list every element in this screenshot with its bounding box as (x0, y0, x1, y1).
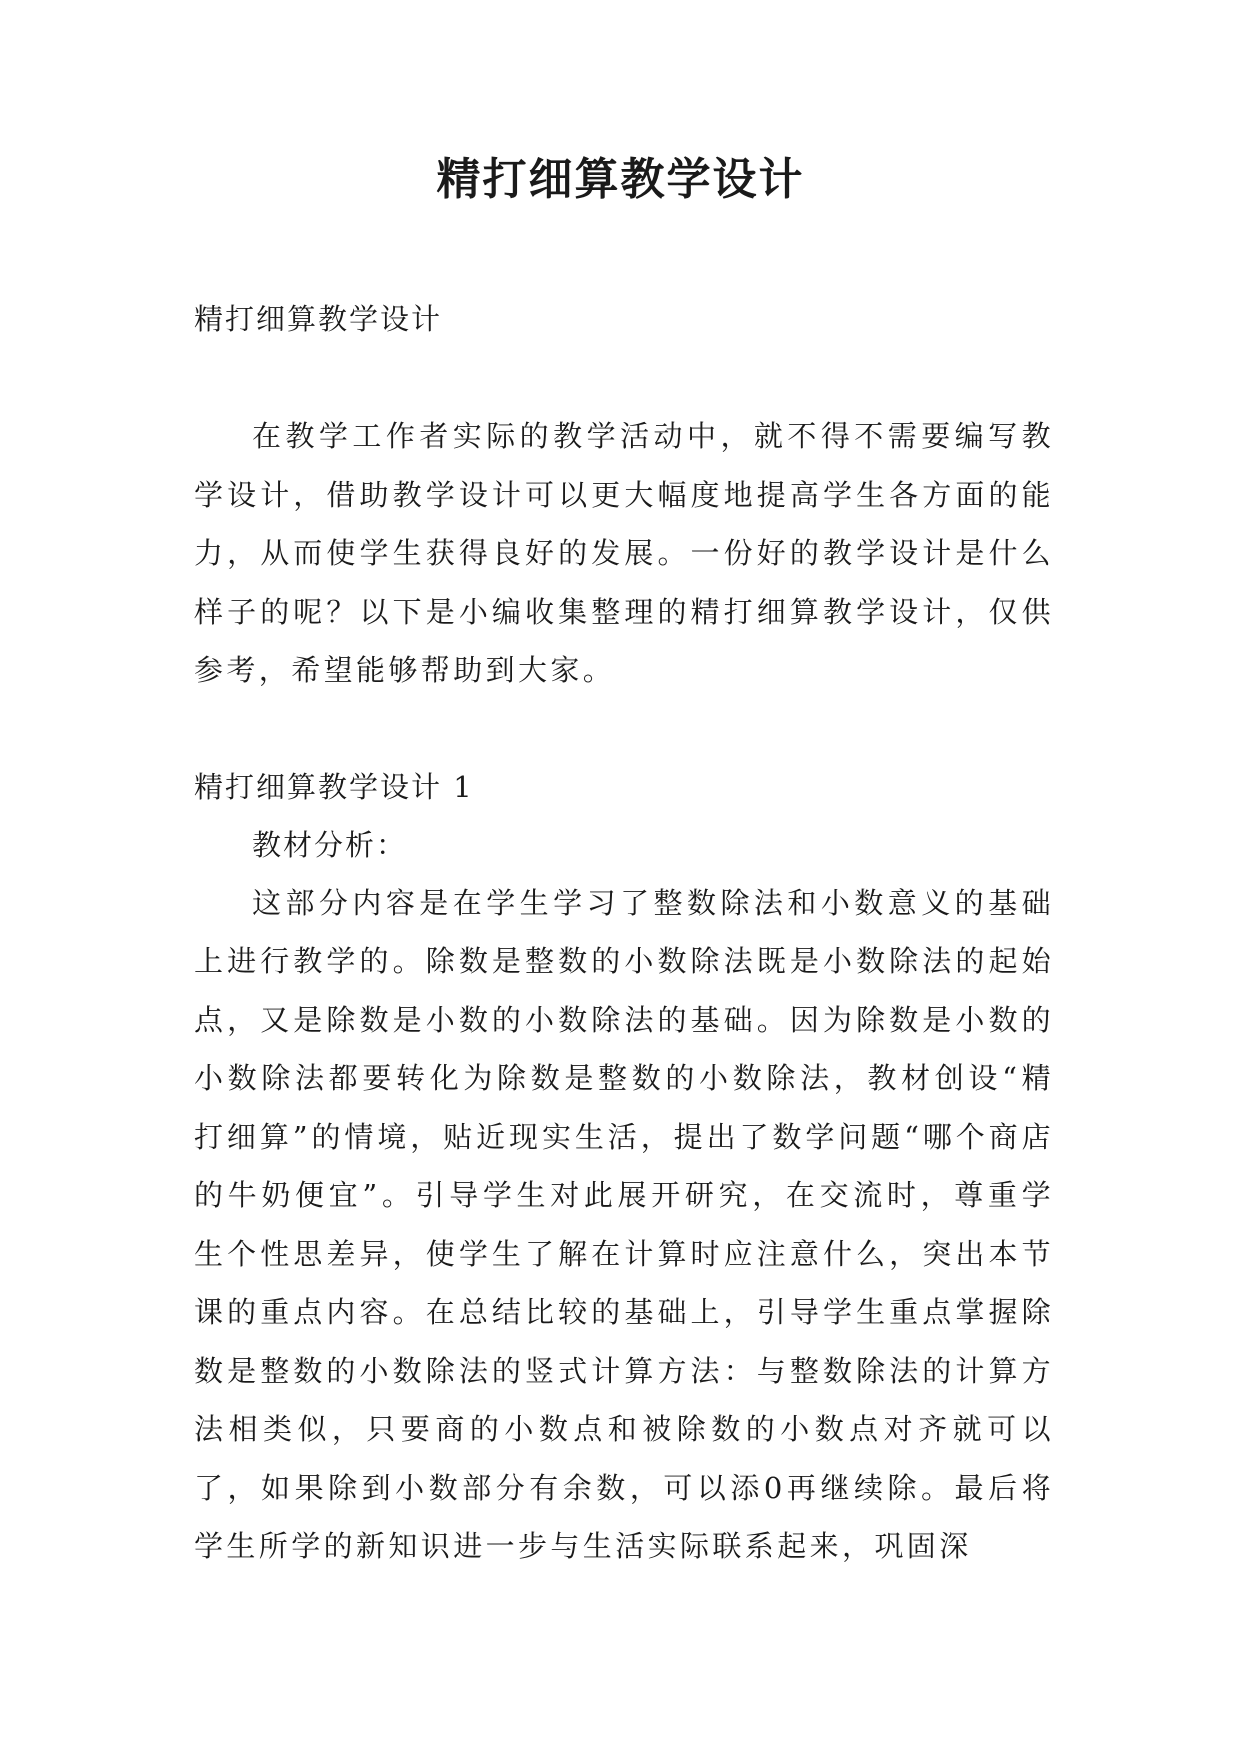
document-title: 精打细算教学设计 (436, 154, 805, 205)
intro-paragraph: 在教学工作者实际的教学活动中，就不得不需要编写教学设计，借助教学设计可以更大幅度地提高学生各方面的能力，从而使学生获得良好的发展。一份好的教学设计是什么样子的呢？以下是小编收集整理的精打细算教学设计，仅供参考，希望能够帮助到大家。 (194, 419, 1054, 687)
section-heading: 精打细算教学设计 1 (194, 769, 474, 804)
section-label: 教材分析： (252, 827, 408, 862)
document-subtitle: 精打细算教学设计 (194, 302, 443, 336)
section-body-paragraph: 这部分内容是在学生学习了整数除法和小数意义的基础上进行教学的。除数是整数的小数除法既是小数除法的起始点，又是除数是小数的小数除法的基础。因为除数是小数的小数除法都要转化为除数是整数的小数除法，教材创设“精打细算”的情境，贴近现实生活，提出了数学问题“哪个商店的牛奶便宜”。引导学生对此展开研究，在交流时，尊重学生个性思差异，使学生了解在计算时应注意什么，突出本节课的重点内容。在总结比较的基础上，引导学生重点掌握除数是整数的小数除法的竖式计算方法：与整数除法的计算方法相类似，只要商的小数点和被除数的小数点对齐就可以了，如果除到小数部分有余数，可以添0再继续除。最后将学生所学的新知识进一步与生活实际联系起来，巩固深 (194, 885, 1054, 1563)
document-body (194, 290, 1054, 1576)
